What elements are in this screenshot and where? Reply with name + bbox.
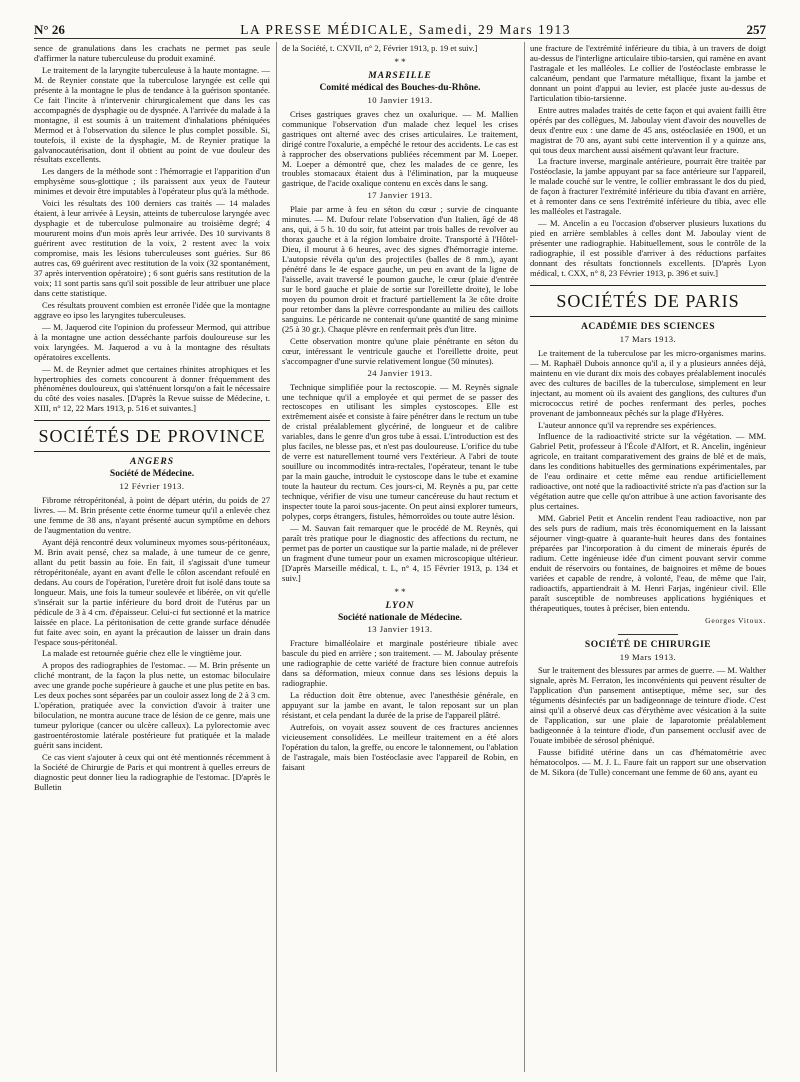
meeting-date: 10 Janvier 1913.	[367, 94, 433, 105]
column-divider	[276, 42, 277, 1072]
asterism: * *	[394, 56, 406, 67]
paragraph: Technique simplifiée pour la rectoscopie. — M. Reynès signale une technique qu'il a employée et qui permet de se passer des rectoscopes en utilisant les simples cystoscopes. Elle est extrêmement aisée et consiste à faire pénétrer dans le rectum un tube de cristal préalablement glycériné, de longueur et de calibre variables, dans le genre d'un gros tube à essai. L'introduction est des plus faciles, ne blesse pas, et n'est pas douloureuse. L'orifice du tube de verre est naturellement tourné vers l'extérieur. A l'abri de toute souillure ou incommodités intra-rectales, l'opérateur, tenant le tube par la main gauche, introduit le cystoscope dans le tube et examine toute la hauteur du rectum. Ces jours-ci, M. Reynès a pu, par cette technique, vérifier de visu une tumeur cancéreuse du haut rectum et inspecter toute la paroi sous-jacente. On peut ainsi explorer tumeurs, polypes, corps étrangers, fistules, hémorroïdes ou toute autre lésion.	[282, 381, 518, 521]
paragraph: sence de granulations dans les crachats ne permet pas seule d'affirmer la nature tuberculeuse du produit examiné.	[34, 44, 270, 63]
paragraph: Ces résultats prouvent combien est erronée l'idée que la montagne aggrave eo ipso les laryngites tuberculeuses.	[34, 299, 270, 320]
column-divider	[524, 42, 525, 1072]
paragraph: Crises gastriques graves chez un oxalurique. — M. Mallien communique l'observation d'un malade chez lequel les crises gastriques ont alterné avec des crises articulaires. Le traitement, dirigé contre l'oxalurie, a empêché le retour des accidents. Le cas est à rapprocher des observations publiées récemment par M. Loeper. M. Loeper a démontré que, chez les malades de ce genre, les troubles stomacaux étaient dus à l'élimination, par la muqueuse gastrique, de l'acide oxalique contenu en excès dans le sang.	[282, 108, 518, 189]
paragraph: La malade est retournée guérie chez elle le vingtième jour.	[42, 648, 242, 659]
paragraph: Sur le traitement des blessures par armes de guerre. — M. Walther signale, après M. Ferraton, les inconvénients qui peuvent résulter de l'application d'un pansement antiseptique, même sec, sur des téguments désinfectés par un badigeonnage de teinture d'iode. C'est ainsi qu'il a observé deux cas d'érythème avec vésication à la suite de l'application, sur une plaie de laparotomie préalablement badigeonnée à la teinture d'iode, d'un pansement occlusif avec de l'ouate imbibée de sérosol phéniqué.	[530, 665, 766, 746]
paragraph: Influence de la radioactivité stricte sur la végétation. — MM. Gabriel Petit, professeur à l'École d'Alfort, et R. Ancelin, ingénieur agricole, en traitant comparativement des grains de blé et de maïs, dans les conditions habituelles des germinations expérimentales, par de l'eau ordinaire et cette même eau rendue artificiellement radioactive, ont noté que la radioactivité stricte n'a pas d'action sur la végétation autre que celle qu'on attribue à une action favorisante des plus certaines.	[530, 431, 766, 512]
city-heading: ANGERS	[129, 457, 174, 468]
meeting-date: 13 Janvier 1913.	[367, 624, 433, 635]
society-heading: ACADÉMIE DES SCIENCES	[580, 321, 716, 332]
paragraph: La fracture inverse, marginale antérieure, pourrait être traitée par l'ostéoclasie, la jambe appuyant par sa face antérieure sur l'appareil, le malade couché sur le ventre, le collier embrassant le dos du pied, de façon à fracturer l'extrémité inférieure du tibia d'avant en arrière, et à remonter dans ce sens l'extrémité inférieure du tibia, avec elle les malléoles et l'astragale.	[530, 156, 766, 217]
paragraph: une fracture de l'extrémité inférieure du tibia, à un travers de doigt au-dessus de l'interligne articulaire tibio-tarsien, qui ramène en avant l'astragale et les malléoles. Le collier de l'ostéoclaste embrasse le calcanéum, pendant que l'armature métallique, fixant la jambe et donnant un point d'appui au levier, est placée juste au-dessus de l'articulation tibio-tarsienne.	[530, 44, 766, 103]
column-middle	[282, 44, 518, 1072]
paragraph: Cette observation montre qu'une plaie pénétrante en séton du cœur, intéressant le ventricule gauche et l'oreillette droite, peut s'accompagner d'une survie relativement longue (50 minutes).	[282, 335, 518, 366]
meeting-date: 24 Janvier 1913.	[367, 367, 433, 378]
paragraph: Voici les résultats des 100 derniers cas traités — 14 malades étaient, à leur arrivée à Leysin, atteints de tuberculose laryngée avec dysphagie et de tuberculose pulmonaire au troisième degré; 4 moururent moins d'un mois après leur arrivée. Des 10 survivants 8 guérirent avec restitution de la voix, 2 restent avec la voix compromise, mais les lésions tuberculeuses sont guéries. Sur 86 autres cas, 69 guérirent avec restitution de la voix (32 spontanément, 37 après intervention opératoire) ; 6 sont guéris sans restitution de la voix; 11 sont partis sans qu'il soit possible de leur attribuer une place dans cette statistique.	[34, 198, 270, 298]
meeting-date: 12 Février 1913.	[119, 481, 185, 492]
paragraph: Le traitement de la tuberculose par les micro-organismes marins. — M. Raphaël Dubois annonce qu'il a, il y a plusieurs années déjà, maintenu en vie durant dix mois des cobayes préalablement inoculés avec des cultures de bacilles de la tuberculose, simplement en leur injectant, au moment où ils avaient des ganglions, des cultures d'un micrococcus retiré de poches renfermant des perles, poches provenant de jambonneaux pêchés sur la plage d'Hyères.	[530, 347, 766, 418]
column-right	[530, 44, 766, 1072]
paragraph: Le traitement de la laryngite tuberculeuse à la haute montagne. — M. de Reynier constate que la tuberculose laryngée est celle qui présente à la montagne le plus de tendance à la guérison spontanée. Ce fait l'incite à n'intervenir chirurgicalement que dans les cas accompagnés de dysphagie ou de dyspnée. A l'arrivée du malade à la montagne, il est soumis à un traitement d'inhalations phéniquées Mermod et à l'observation du silence le plus complet possible. Si, toutefois, il existe de la dysphagie, M. de Reynier pratique la galvanocautérisation, dont il obtient au point de vue douleur des résultats excellents.	[34, 64, 270, 165]
society-heading: SOCIÉTÉ DE CHIRURGIE	[584, 639, 712, 650]
paragraph: — M. Jaquerod cite l'opinion du professeur Mermod, qui attribue à la montagne une action desséchante parfois douloureuse sur les voix laryngées. M. Jaquerod a vu à la montagne des résultats opératoires excellents.	[34, 321, 270, 362]
column-left	[34, 44, 270, 1072]
city-heading: MARSEILLE	[368, 70, 432, 81]
asterism: * *	[394, 586, 406, 597]
meeting-date: 19 Mars 1913.	[619, 651, 677, 662]
paragraph: Ce cas vient s'ajouter à ceux qui ont été mentionnés récemment à la Société de Chirurgie de Paris et qui montrent à quelles erreurs de diagnostic peut donner lieu la radiographie de l'estomac. [D'après le Bulletin	[34, 752, 270, 792]
city-heading: LYON	[385, 600, 415, 611]
paragraph: — M. Sauvan fait remarquer que le procédé de M. Reynès, qui paraît très pratique pour le diagnostic des affections du rectum, ne permet pas de porter un caustique sur la partie malade, ni de prélever un fragment d'une tumeur pour un examen microscopique ultérieur. [D'après Marseille médical, t. L, n° 4, 15 Février 1913, p. 134 et suiv.]	[282, 522, 518, 583]
paragraph: MM. Gabriel Petit et Ancelin rendent l'eau radioactive, non par des sels purs de radium, mais très économiquement en la laissant séjourner vingt-quatre à quarante-huit heures dans des fontaines préparées par l'incorporation à du ciment de minerais épurés de radium. Cette ingénieuse idée d'un ciment pouvant servir comme enduit de réservoirs ou fontaines, de baignoires et même de boues variées et capable de rendre, à volonté, l'eau, de même que l'air, radioactifs, appartiendrait à M. Henri Farjas, ingénieur civil. Elle paraît susceptible de nombreuses applications hygiéniques et thérapeutiques, toutes à préciser, bien entendu.	[530, 513, 766, 613]
paragraph: Autrefois, on voyait assez souvent de ces fractures anciennes vicieusement consolidées. Le meilleur traitement en a été alors l'opération du talon, la greffe, ou encore le talonnement, ou l'ablation de l'astragale, mais bien l'ostéoclasie avec l'appareil de Robin, en faisant	[282, 722, 518, 772]
page-header	[34, 14, 766, 39]
meeting-date: 17 Mars 1913.	[619, 333, 677, 344]
section-title: SOCIÉTÉS DE PARIS	[530, 285, 766, 317]
page-number: 257	[746, 22, 766, 37]
section-title: SOCIÉTÉS DE PROVINCE	[34, 420, 270, 452]
paragraph: de la Société, t. CXVII, n° 2, Février 1913, p. 19 et suiv.]	[282, 44, 478, 53]
meeting-date: 17 Janvier 1913.	[367, 190, 433, 201]
paragraph: A propos des radiographies de l'estomac. — M. Brin présente un cliché montrant, de la façon la plus nette, un estomac biloculaire avec une grande poche supérieure à gauche et une plus petite en bas. Les deux poches sont séparées par un couloir assez long de 2 à 3 cm. L'opération, pratiquée avec la conviction d'avoir à traiter une biloculation, ne montra aucune trace de lésion de ce genre, mais une tumeur pylorique (cancer ou ulcère calleux). La pylorectomie avec gastroentérostomie latérale postérieure fut pratiquée et la malade guérit sans incident.	[34, 660, 270, 751]
paragraph: Fibrome rétropéritonéal, à point de départ utérin, du poids de 27 livres. — M. Brin présente cette énorme tumeur qu'il a enlevée chez une femme de 38 ans, n'ayant présenté aucun symptôme en dehors de l'augmentation du ventre.	[34, 495, 270, 536]
society-heading: Comité médical des Bouches-du-Rhône.	[319, 82, 481, 93]
paragraph: La réduction doit être obtenue, avec l'anesthésie générale, en appuyant sur la jambe en avant, le talon reposant sur un plan résistant, et cela pendant la durée de la prise de l'appareil plâtré.	[282, 690, 518, 721]
author-signature: Georges Vitoux.	[705, 615, 766, 625]
divider	[618, 634, 678, 635]
paragraph: Fausse bifidité utérine dans un cas d'hématométrie avec hématocolpos. — M. J. L. Faure fait un rapport sur une observation de M. Sikora (de Tulle) concernant une femme de 60 ans, ayant eu	[530, 747, 766, 777]
society-heading: Société nationale de Médecine.	[337, 612, 462, 623]
paragraph: Entre autres malades traités de cette façon et qui avaient failli être opérés par des collègues, M. Jaboulay vient d'avoir des nouvelles de deux d'entre eux : une dame de 45 ans, ostéoclasiée en 1900, et un magistrat de 70 ans, ayant subi cette intervention il y a quinze ans, qui tous deux marchent aussi aisément qu'avant leur fracture.	[530, 104, 766, 155]
issue-number: N° 26	[34, 22, 65, 37]
paragraph: — M. de Reynier admet que certaines rhinites atrophiques et les hypertrophies des cornets concourent à donner fréquemment des phénomènes douloureux, qui s'atténuent lorsqu'on a fait le nécessaire du côté des voies nasales. [D'après la Revue suisse de Médecine, t. XIII, n° 12, 22 Mars 1913, p. 516 et suivantes.]	[34, 363, 270, 414]
paragraph: Plaie par arme à feu en séton du cœur ; survie de cinquante minutes. — M. Dufour relate l'observation d'un Italien, âgé de 48 ans, qui, à 5 h. 10 du soir, fut atteint par trois balles de revolver au thorax gauche et à la région lombaire droite. Transporté à l'Hôtel-Dieu, il mourut à 6 heures, avec des signes d'hémorragie interne. L'autopsie révéla qu'un des projectiles (balles de 8 mm.), ayant pénétré dans le 4e espace gauche, un peu en avant de la ligne de l'aisselle, avait traversé le poumon gauche, le cœur (plaie d'entrée sur le bord gauche et plaie de sortie sur l'oreillette droite), le lobe moyen du poumon droit et fracturé partiellement la 3e côte droite pour retomber dans la plèvre correspondante au milieu des caillots sanguins. Le péricarde ne contenait qu'une quantité de sang minime (25 à 30 gr.). Chaque plèvre en renfermait près d'un litre.	[282, 204, 518, 334]
paragraph: Fracture bimalléolaire et marginale postérieure tibiale avec bascule du pied en arrière ; son traitement. — M. Jaboulay présente une radiographie de cette variété de fracture bien connue autrefois dans sa déformation, mieux connue dans ses lésions depuis la radiographie.	[282, 638, 518, 689]
society-heading: Société de Médecine.	[109, 469, 195, 480]
paragraph: L'auteur annonce qu'il va reprendre ses expériences.	[538, 419, 716, 430]
paragraph: Les dangers de la méthode sont : l'hémorragie et l'apparition d'un emphysème sous-glottique ; ils paraissent aux yeux de l'auteur minimes et devoir être imputables à l'opérateur plus qu'à la méthode.	[34, 166, 270, 197]
paragraph: — M. Ancelin a eu l'occasion d'observer plusieurs luxations du pied en arrière semblables à celles dont M. Jaboulay vient de présenter une radiographie. Habituellement, sous le contrôle de la radiographie, il est possible d'arriver à des réductions parfaites donnant des résultats fonctionnels excellents. [D'après Lyon médical, t. CXX, n° 8, 23 Février 1913, p. 396 et suiv.]	[530, 218, 766, 278]
journal-title: LA PRESSE MÉDICALE, Samedi, 29 Mars 1913	[240, 22, 572, 37]
paragraph: Ayant déjà rencontré deux volumineux myomes sous-péritonéaux, M. Brin avait pensé, chez sa malade, à une tumeur de ce genre, allant du petit bassin au foie. En fait, il s'agissait d'une tumeur rétropéritonéale, ayant en avant d'elle le côlon ascendant refoulé en dedans. Au cours de l'opération, l'uretère droit fut isolé dans toute sa longueur. Mais, une fois la tumeur soulevée et libérée, on vit qu'elle s'insérait sur la partie inférieure du bord droit de l'utérus par un pédicule de 3 à 4 cm. d'épaisseur. Celui-ci fut sectionné et la matrice laissée en place. La péritonisation de cette grande surface dénudée fut faite avec soin, en ayant la précaution de laisser un drain dans l'espace sous-péritonéal.	[34, 536, 270, 647]
